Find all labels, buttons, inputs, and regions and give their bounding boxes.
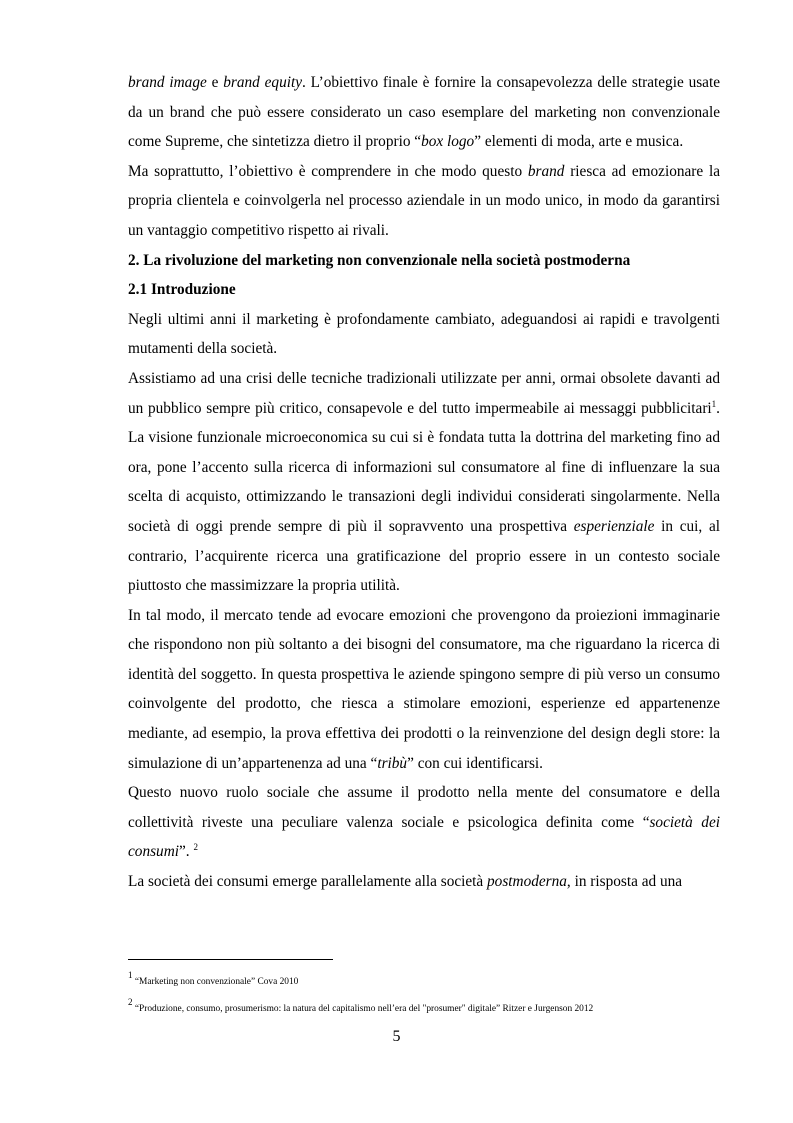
footnote-2: $^2$ “Produzione, consumo, prosumerismo: la natura del capitalismo nell’era del "prosumer" digitale” Ritzer e Jurgenson 2012 — [128, 997, 594, 1014]
paragraph-objective-brand: Ma soprattutto, l’obiettivo è comprendere in che modo questo brand riesca ad emozionare la propria clientela e coinvolgerla nel processo aziendale in un modo unico, in modo da garantirsi un vantaggio competitivo rispetto ai rivali. — [128, 162, 721, 239]
footnote-divider — [128, 959, 333, 960]
footnote-ref-1[interactable]: 1 — [711, 398, 717, 409]
italic-term: postmoderna — [487, 873, 567, 891]
italic-term: esperienziale — [573, 517, 655, 535]
paragraph-postmodern: La società dei consumi emerge parallelamente alla società postmoderna, in risposta ad una — [128, 873, 683, 891]
paragraph-marketing-changed: Negli ultimi anni il marketing è profondamente cambiato, adeguandosi ai rapidi e travolgenti mutamenti della società. — [128, 310, 720, 358]
italic-term: box logo — [421, 133, 475, 151]
paragraph-intro-objective: brand image e brand equity. L’obiettivo finale è fornire la consapevolezza delle strategie usate da un brand che può essere considerato un caso esemplare del marketing non convenzionale come Supreme, che sintetizza dietro il proprio “box logo” elementi di moda, arte e musica. — [128, 74, 720, 151]
italic-term: brand image — [128, 74, 207, 91]
footnote-number: 2 — [128, 997, 133, 1007]
italic-term: brand equity — [223, 74, 303, 91]
page-number: 5 — [392, 1028, 401, 1045]
paragraph-crisis-traditional: Assistiamo ad una crisi delle tecniche tradizionali utilizzate per anni, ormai obsolete davanti ad un pubblico sempre più critico, consapevole e del tutto impermeabile ai messaggi pubblicitari$^1$. La visione funzionale microeconomica su cui si è fondata tutta la dottrina del marketing fino ad ora, pone l’accento sulla ricerca di informazioni sul consumatore al fine di influenzare la sua scelta di acquisto, ottimizzando le transazioni degli individui considerati singolarmente. Nella società di oggi prende sempre di più il sopravvento una prospettiva esperienziale in cui, al contrario, l’acquirente ricerca una gratificazione del proprio essere in un contesto sociale piuttosto che massimizzare la propria utilità. — [128, 369, 720, 595]
italic-term: brand — [527, 162, 565, 180]
document-body — [128, 68, 720, 897]
subsection-heading: 2.1 Introduzione — [128, 281, 236, 299]
paragraph-market-emotions: In tal modo, il mercato tende ad evocare emozioni che provengono da proiezioni immaginarie che rispondono non più soltanto a dei bisogni del consumatore, ma che riguardano la ricerca di identità del soggetto. In questa prospettiva le aziende spingono sempre di più verso un consumo coinvolgente del prodotto, che riesca a stimolare emozioni, esperienze ed appartenenze mediante, ad esempio, la prova effettiva dei prodotti o la reinvenzione del design degli store: la simulazione di un’appartenenza ad una “tribù” con cui identificarsi. — [128, 606, 720, 772]
footnote-1: $^1$ “Marketing non convenzionale” Cova 2010 — [128, 970, 299, 987]
footnote-ref-2[interactable]: 2 — [193, 842, 198, 853]
italic-term: società dei consumi — [128, 813, 720, 861]
section-heading: 2. La rivoluzione del marketing non convenzionale nella società postmoderna — [128, 251, 631, 269]
footnote-number: 1 — [128, 970, 133, 980]
paragraph-consumer-society: Questo nuovo ruolo sociale che assume il prodotto nella mente del consumatore e della collettività riveste una peculiare valenza sociale e psicologica definita come “società dei consumi”. $^2$ — [128, 784, 720, 861]
italic-term: tribù — [377, 754, 408, 772]
